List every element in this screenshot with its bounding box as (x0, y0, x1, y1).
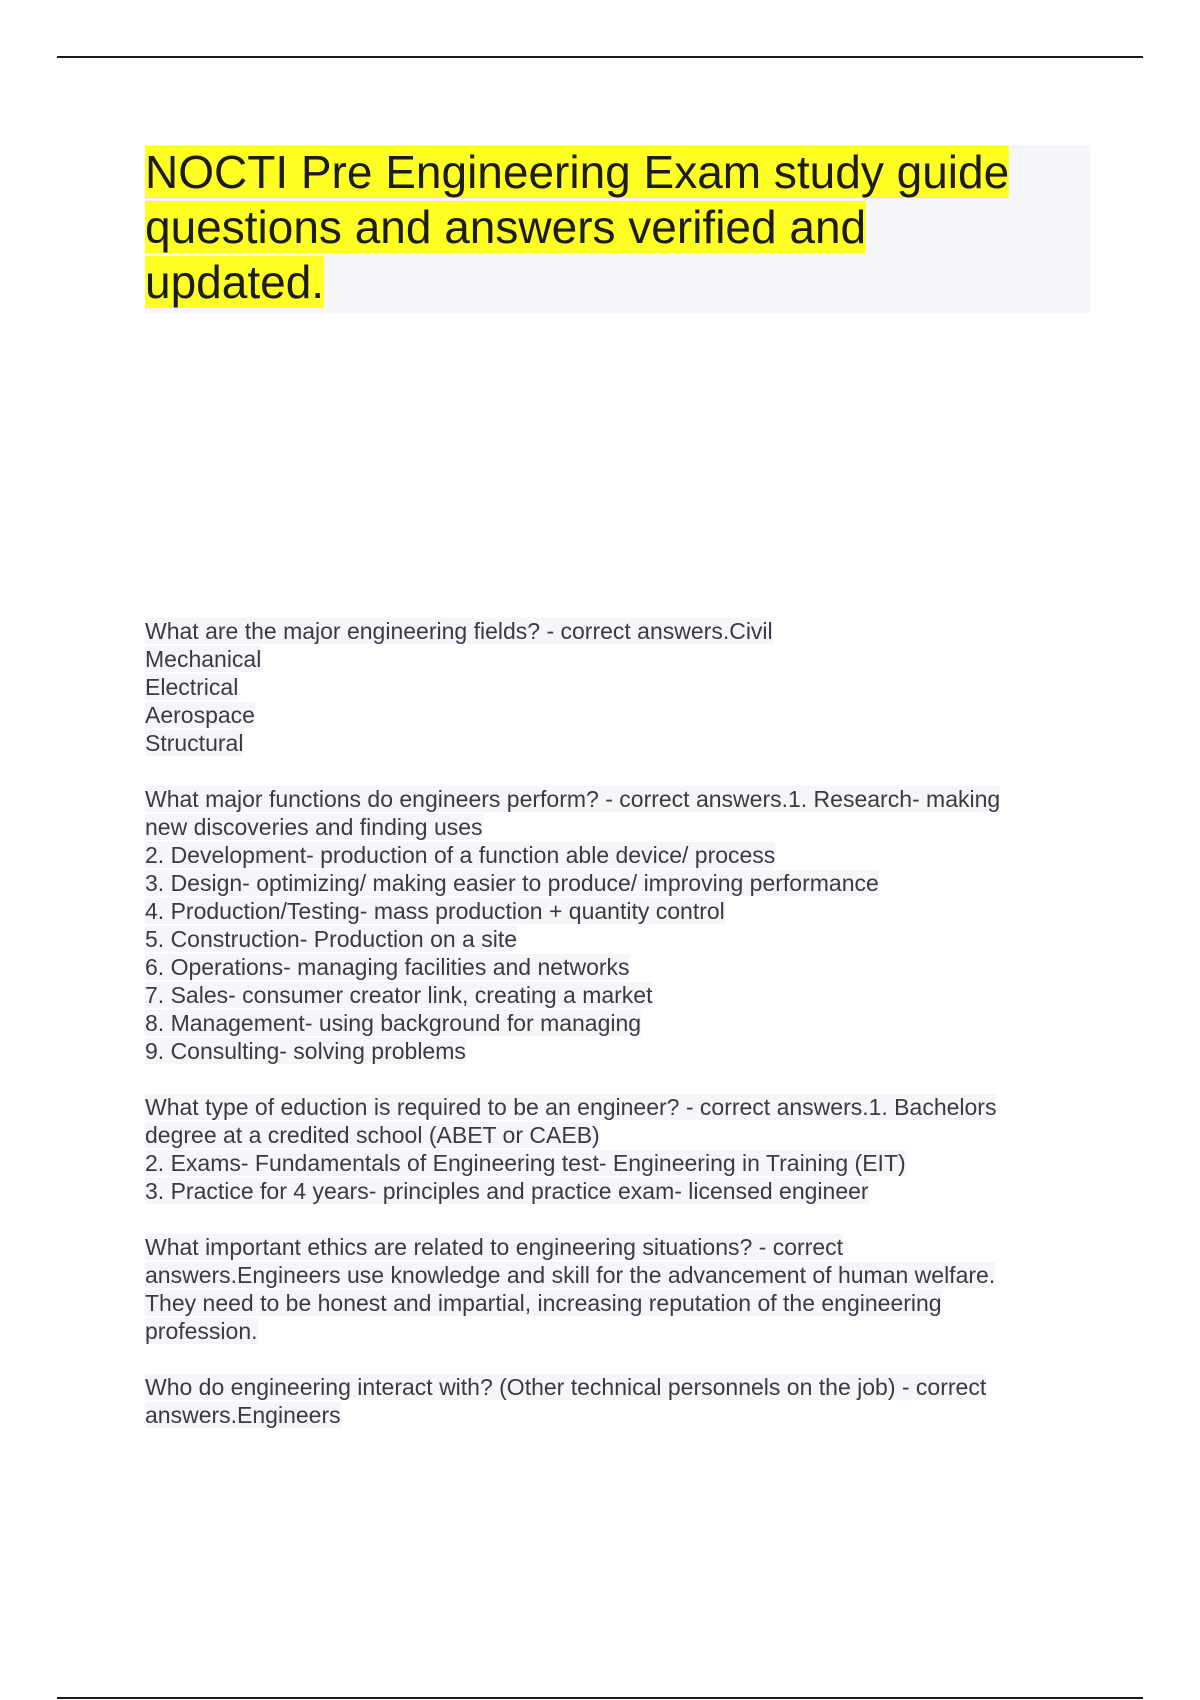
qa-item-interaction (145, 1373, 1075, 1429)
qa-line: What important ethics are related to engineering situations? - correct (145, 1234, 844, 1260)
qa-line: 9. Consulting- solving problems (145, 1038, 466, 1064)
qa-line: Electrical (145, 674, 239, 700)
document-title (145, 145, 1090, 310)
qa-item-education (145, 1093, 1075, 1205)
qa-line: They need to be honest and impartial, increasing reputation of the engineering (145, 1290, 942, 1316)
qa-list (145, 617, 1075, 1457)
qa-item-ethics (145, 1233, 1075, 1345)
qa-line: What major functions do engineers perform? - correct answers.1. Research- making (145, 786, 1001, 812)
qa-line: 3. Practice for 4 years- principles and practice exam- licensed engineer (145, 1178, 869, 1204)
title-line: NOCTI Pre Engineering Exam study guide (145, 146, 1010, 198)
qa-line: 2. Development- production of a function able device/ process (145, 842, 776, 868)
qa-line: 8. Management- using background for managing (145, 1010, 642, 1036)
qa-line: 7. Sales- consumer creator link, creating a market (145, 982, 653, 1008)
qa-line: 6. Operations- managing facilities and networks (145, 954, 630, 980)
qa-line: Mechanical (145, 646, 262, 672)
qa-line: Who do engineering interact with? (Other technical personnels on the job) - correct (145, 1374, 987, 1400)
bottom-rule (57, 1697, 1143, 1699)
qa-line: 2. Exams- Fundamentals of Engineering test- Engineering in Training (EIT) (145, 1150, 906, 1176)
qa-line: new discoveries and finding uses (145, 814, 483, 840)
qa-line: degree at a credited school (ABET or CAEB) (145, 1122, 600, 1148)
qa-line: 5. Construction- Production on a site (145, 926, 518, 952)
title-line: updated. (145, 256, 325, 308)
qa-line: What are the major engineering fields? - correct answers.Civil (145, 618, 773, 644)
qa-line: Aerospace (145, 702, 255, 728)
qa-line: 4. Production/Testing- mass production + quantity control (145, 898, 725, 924)
qa-line: answers.Engineers (145, 1402, 341, 1428)
title-line: questions and answers verified and (145, 201, 867, 253)
title-block (145, 145, 1090, 313)
qa-item-engineer-functions (145, 785, 1075, 1065)
qa-line: answers.Engineers use knowledge and skill for the advancement of human welfare. (145, 1262, 996, 1288)
qa-line: Structural (145, 730, 244, 756)
top-rule (57, 56, 1143, 58)
qa-item-engineering-fields (145, 617, 1075, 757)
qa-line: What type of eduction is required to be an engineer? - correct answers.1. Bachelors (145, 1094, 997, 1120)
qa-line: profession. (145, 1318, 258, 1344)
qa-line: 3. Design- optimizing/ making easier to produce/ improving performance (145, 870, 879, 896)
